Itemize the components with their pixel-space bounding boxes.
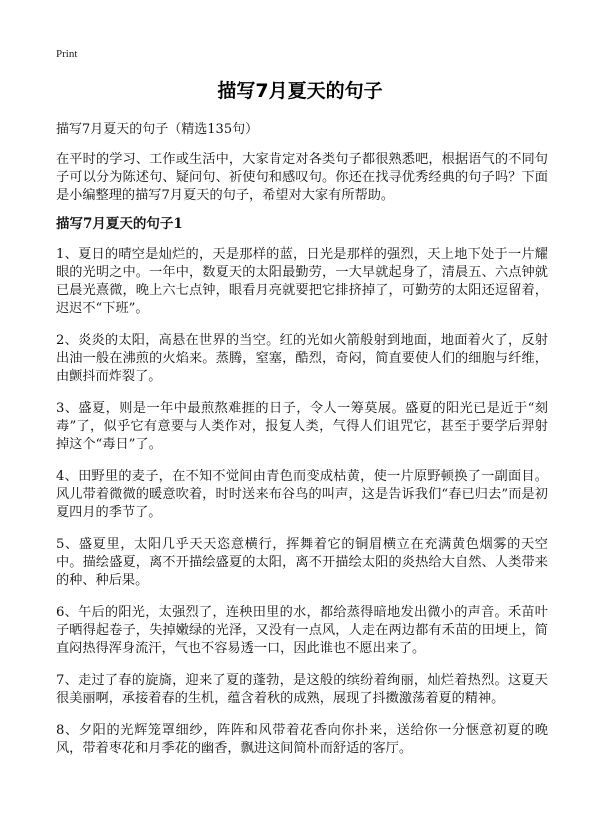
sentence-list <box>56 246 548 772</box>
list-item: 4、田野里的麦子，在不知不觉间由青色而变成枯黄，使一片原野顿换了一副面目。风儿带着微微的暖意吹着，时时送来布谷鸟的叫声，这是告诉我们“春已归去”而是初夏四月的季节了。 <box>56 469 548 520</box>
list-item: 8、夕阳的光辉笼罩细纱，阵阵和风带着花香向你扑来，送给你一分惬意初夏的晚风，带着枣花和月季花的幽香，飘进这间简朴而舒适的客厅。 <box>56 723 548 756</box>
list-item: 5、盛夏里，太阳几乎天天恣意横行，挥舞着它的铜眉横立在充满黄色烟雾的天空中。描绘盛夏，离不开描绘盛夏的太阳，离不开描绘太阳的炎热给大自然、人类带来的种、种后果。 <box>56 537 548 588</box>
list-item: 3、盛夏，则是一年中最煎熬难捱的日子，令人一筹莫展。盛夏的阳光已是近于“刻毒”了，似乎它有意要与人类作对，报复人类，气得人们诅咒它，甚至于要学后羿射掉这个“毒日”了。 <box>56 401 548 452</box>
list-item: 1、夏日的晴空是灿烂的，天是那样的蓝，日光是那样的强烈，天上地下处于一片耀眼的光明之中。一年中，数夏天的太阳最勤劳，一大早就起身了，清晨五、六点钟就已晨光熹微，晚上六七点钟，眼看月亮就要把它排挤掉了，可勤劳的太阳还逗留着，迟迟不“下班”。 <box>56 247 548 316</box>
list-item: 2、炎炎的太阳，高悬在世界的当空。红的光如火箭般射到地面，地面着火了，反射出油一般在沸煎的火焰来。蒸腾，窒塞，酷烈，奇闷，简直要使人们的细胞与纤维，由颤抖而炸裂了。 <box>56 333 548 384</box>
print-link[interactable]: Print <box>56 48 78 60</box>
page-title: 描写7月夏天的句子 <box>217 80 383 102</box>
subtitle: 描写7月夏天的句子（精选135句） <box>56 122 259 137</box>
list-item: 7、走过了春的旋旖，迎来了夏的蓬勃，是这般的缤纷着绚丽，灿烂着热烈。这夏天很美丽啊，承接着春的生机，蕴含着秋的成熟，展现了抖擞激荡着夏的精神。 <box>56 673 548 706</box>
intro-paragraph: 在平时的学习、工作或生活中，大家肯定对各类句子都很熟悉吧，根据语气的不同句子可以分为陈述句、疑问句、祈使句和感叹句。你还在找寻优秀经典的句子吗？下面是小编整理的描写7月夏天的句子，希望对大家有所帮助。 <box>56 152 548 203</box>
section-heading: 描写7月夏天的句子1 <box>56 216 183 232</box>
list-item: 6、午后的阳光，太强烈了，连秧田里的水，都给蒸得暗地发出微小的声音。禾苗叶子晒得起卷子，失掉嫩绿的光泽，又没有一点风，人走在两边都有禾苗的田埂上，简直闷热得浑身流汗，气也不容易透一口，因此谁也不愿出来了。 <box>56 605 548 656</box>
